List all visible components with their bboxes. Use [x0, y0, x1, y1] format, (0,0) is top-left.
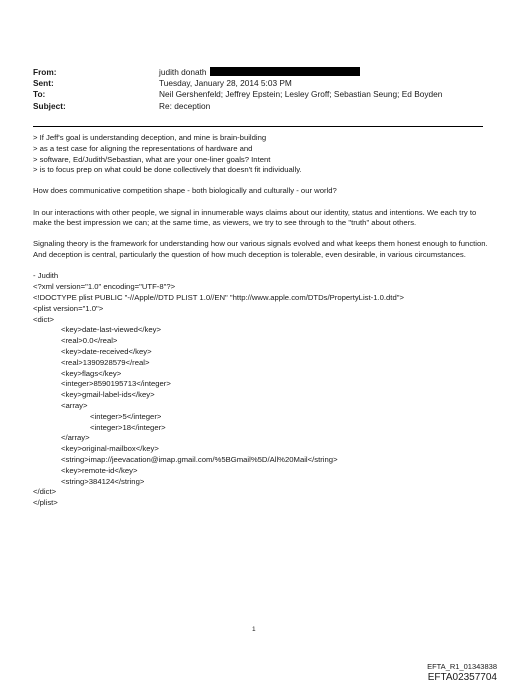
- plist-block: [33, 282, 488, 509]
- plist-line: </dict>: [33, 487, 57, 497]
- plist-line: <string>imap://jeevacation@imap.gmail.com/%5BGmail%5D/All%20Mail</string>: [61, 454, 338, 464]
- to-label: To:: [33, 89, 46, 100]
- redaction-box: [210, 67, 360, 76]
- paragraph-2: In our interactions with other people, we signal in innumerable ways claims about our identity, status and intentions. We each try to make the best impression we can; at the same time, as viewers, we try to see through to the "truth" about others.: [33, 207, 477, 228]
- from-value: judith donath: [159, 67, 207, 77]
- plist-line: <dict>: [33, 314, 54, 324]
- plist-line: <array>: [61, 400, 88, 410]
- plist-line: <key>remote-id</key>: [61, 465, 138, 475]
- page-number: 1: [252, 626, 256, 633]
- plist-line: <string>384124</string>: [61, 476, 145, 486]
- quoted-text: [33, 133, 488, 176]
- sent-row: [33, 78, 442, 89]
- quote-line: > If Jeff's goal is understanding deception, and mine is brain-building: [33, 133, 267, 142]
- email-header: [33, 67, 442, 112]
- plist-line: <!DOCTYPE plist PUBLIC "-//Apple//DTD PLIST 1.0//EN" "http://www.apple.com/DTDs/PropertyList-1.0.dtd">: [33, 292, 404, 302]
- plist-line: </array>: [61, 433, 90, 443]
- paragraph-3: Signaling theory is the framework for understanding how our various signals evolved and what keeps them honest enough to function. And deception is central, particularly the question of how much deception is tolerable, even desirable, in various circumstances.: [33, 239, 488, 260]
- plist-line: <?xml version="1.0" encoding="UTF-8"?>: [33, 282, 176, 292]
- bates-stamp-small: EFTA_R1_01343838: [427, 662, 497, 671]
- quote-line: > is to focus prep on what could be done collectively that doesn't fit individually.: [33, 165, 302, 175]
- plist-line: <plist version="1.0">: [33, 303, 104, 313]
- plist-line: <real>1390928579</real>: [61, 357, 150, 367]
- to-value: Neil Gershenfeld; Jeffrey Epstein; Lesley Groff; Sebastian Seung; Ed Boyden: [159, 89, 443, 100]
- plist-line: <key>date-last-viewed</key>: [61, 325, 161, 335]
- plist-line: <real>0.0</real>: [61, 336, 118, 346]
- plist-line: <key>original-mailbox</key>: [61, 444, 159, 454]
- subject-row: [33, 101, 442, 112]
- paragraph-1: How does communicative competition shape - both biologically and culturally - our world?: [33, 186, 337, 196]
- bates-stamp-large: EFTA02357704: [427, 672, 497, 683]
- subject-label: Subject:: [33, 100, 66, 111]
- plist-line: <key>gmail-label-ids</key>: [61, 390, 155, 400]
- sent-label: Sent:: [33, 78, 54, 89]
- plist-line: <integer>5</integer>: [90, 411, 162, 421]
- signature: - Judith: [33, 271, 59, 281]
- quote-line: > as a test case for aligning the representations of hardware and: [33, 143, 253, 153]
- plist-line: <key>flags</key>: [61, 368, 122, 378]
- to-row: [33, 89, 442, 100]
- header-divider: [33, 126, 483, 127]
- plist-line: <integer>8590195713</integer>: [61, 379, 171, 389]
- plist-line: <integer>18</integer>: [90, 422, 166, 432]
- from-label: From:: [33, 67, 57, 77]
- plist-line: <key>date-received</key>: [61, 346, 152, 356]
- plist-line: </plist>: [33, 498, 58, 508]
- from-row: [33, 67, 442, 78]
- quote-line: > software, Ed/Judith/Sebastian, what are your one-liner goals? Intent: [33, 154, 271, 164]
- email-body: [33, 133, 488, 509]
- sent-value: Tuesday, January 28, 2014 5:03 PM: [159, 78, 292, 89]
- subject-value: Re: deception: [159, 100, 211, 111]
